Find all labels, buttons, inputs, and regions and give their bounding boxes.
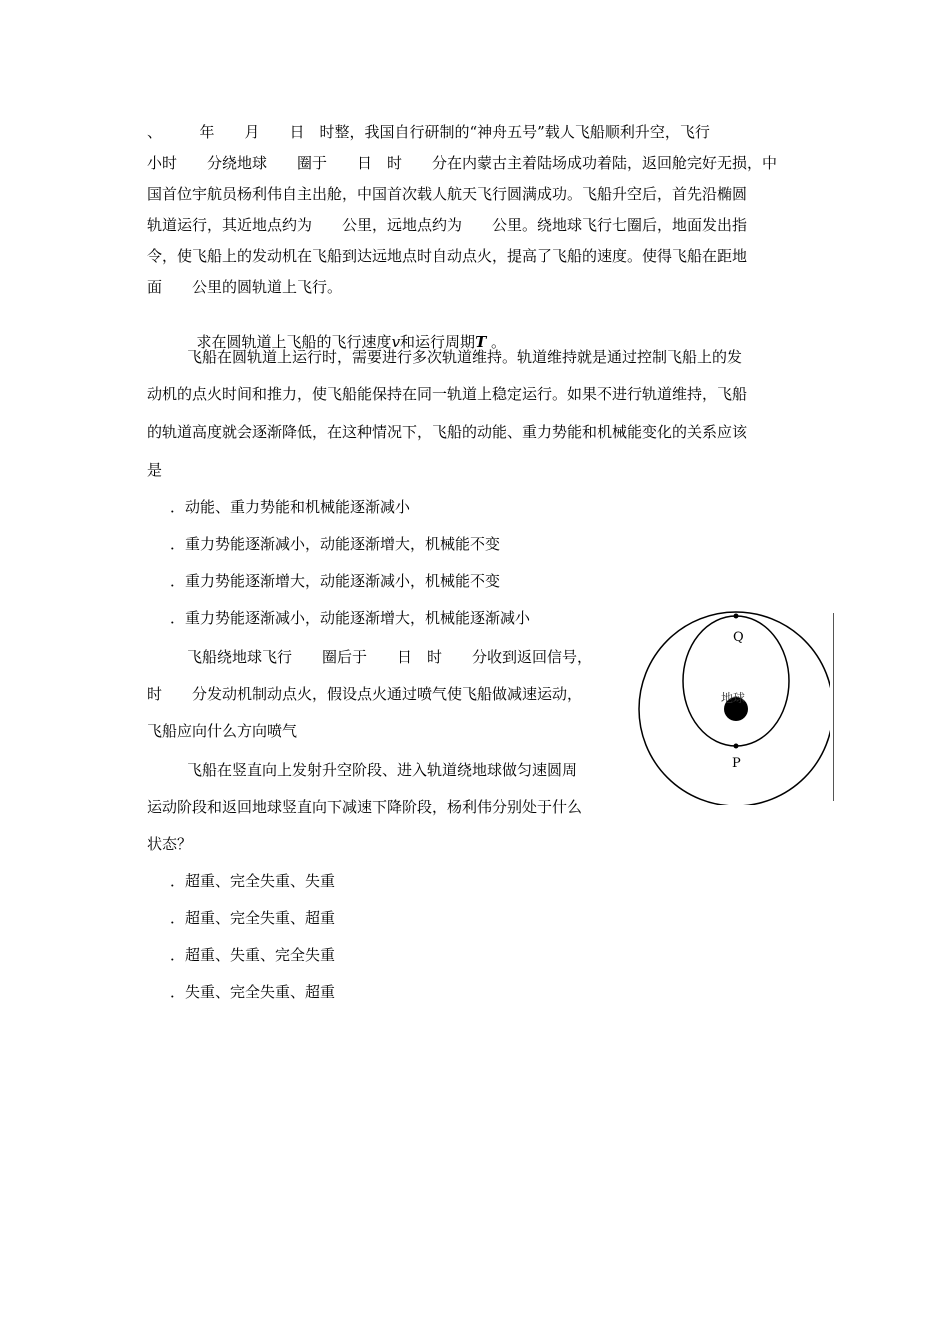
question-text: 。 bbox=[486, 333, 507, 351]
point-p-dot bbox=[734, 744, 739, 749]
text-line: 时 分发动机制动点火，假设点火通过喷气使飞船做减速运动， bbox=[147, 685, 583, 703]
text-line: 状态？ bbox=[147, 835, 193, 853]
question-velocity-period bbox=[187, 312, 507, 351]
math-v: v bbox=[391, 333, 401, 351]
text-line: 飞船在圆轨道上运行时，需要进行多次轨道维持。轨道维持就是通过控制飞船上的发 bbox=[187, 348, 743, 366]
text-line: 动机的点火时间和推力，使飞船能保持在同一轨道上稳定运行。如果不进行轨道维持，飞船 bbox=[147, 385, 748, 403]
label-q: Q bbox=[733, 630, 744, 645]
option-item: ．重力势能逐渐增大，动能逐渐减小，机械能不变 bbox=[170, 572, 501, 590]
text-line: 小时 分绕地球 圈于 日 时 分在内蒙古主着陆场成功着陆，返回舱完好无损，中 bbox=[147, 154, 778, 172]
text-line: 飞船在竖直向上发射升空阶段、进入轨道绕地球做匀速圆周 bbox=[187, 761, 578, 779]
option-item: ．超重、完全失重、失重 bbox=[170, 872, 336, 890]
option-item: ．超重、失重、完全失重 bbox=[170, 946, 336, 964]
orbit-diagram bbox=[630, 605, 830, 805]
option-item: ．重力势能逐渐减小，动能逐渐增大，机械能不变 bbox=[170, 535, 501, 553]
text-line: 的轨道高度就会逐渐降低，在这种情况下，飞船的动能、重力势能和机械能变化的关系应该 bbox=[147, 423, 748, 441]
text-line: 国首位宇航员杨利伟自主出舱，中国首次载人航天飞行圆满成功。飞船升空后，首先沿椭圆 bbox=[147, 185, 748, 203]
point-q-dot bbox=[734, 614, 739, 619]
text-line: 飞船应向什么方向喷气 bbox=[147, 722, 298, 740]
question-text: 求在圆轨道上飞船的飞行速度 bbox=[196, 333, 392, 351]
math-T: T bbox=[475, 333, 487, 351]
text-line: 令，使飞船上的发动机在飞船到达远地点时自动点火，提高了飞船的速度。使得飞船在距地 bbox=[147, 247, 748, 265]
option-item: ．动能、重力势能和机械能逐渐减小 bbox=[170, 498, 411, 516]
option-item: ．超重、完全失重、超重 bbox=[170, 909, 336, 927]
text-line: 面 公里的圆轨道上飞行。 bbox=[147, 278, 343, 296]
label-earth: 地球 bbox=[721, 691, 746, 705]
label-p: P bbox=[732, 756, 741, 771]
diagram-frame-line bbox=[833, 613, 834, 801]
text-line: 、 年 月 日 时整，我国自行研制的“神舟五号”载人飞船顺利升空，飞行 bbox=[147, 123, 710, 141]
text-line: 运动阶段和返回地球竖直向下减速下降阶段，杨利伟分别处于什么 bbox=[147, 798, 583, 816]
text-line: 轨道运行，其近地点约为 公里，远地点约为 公里。绕地球飞行七圈后，地面发出指 bbox=[147, 216, 748, 234]
option-item: ．失重、完全失重、超重 bbox=[170, 983, 336, 1001]
text-line: 是 bbox=[147, 461, 163, 479]
option-item: ．重力势能逐渐减小，动能逐渐增大，机械能逐渐减小 bbox=[170, 609, 531, 627]
question-text: 和运行周期 bbox=[400, 333, 476, 351]
text-line: 飞船绕地球飞行 圈后于 日 时 分收到返回信号， bbox=[187, 648, 593, 666]
